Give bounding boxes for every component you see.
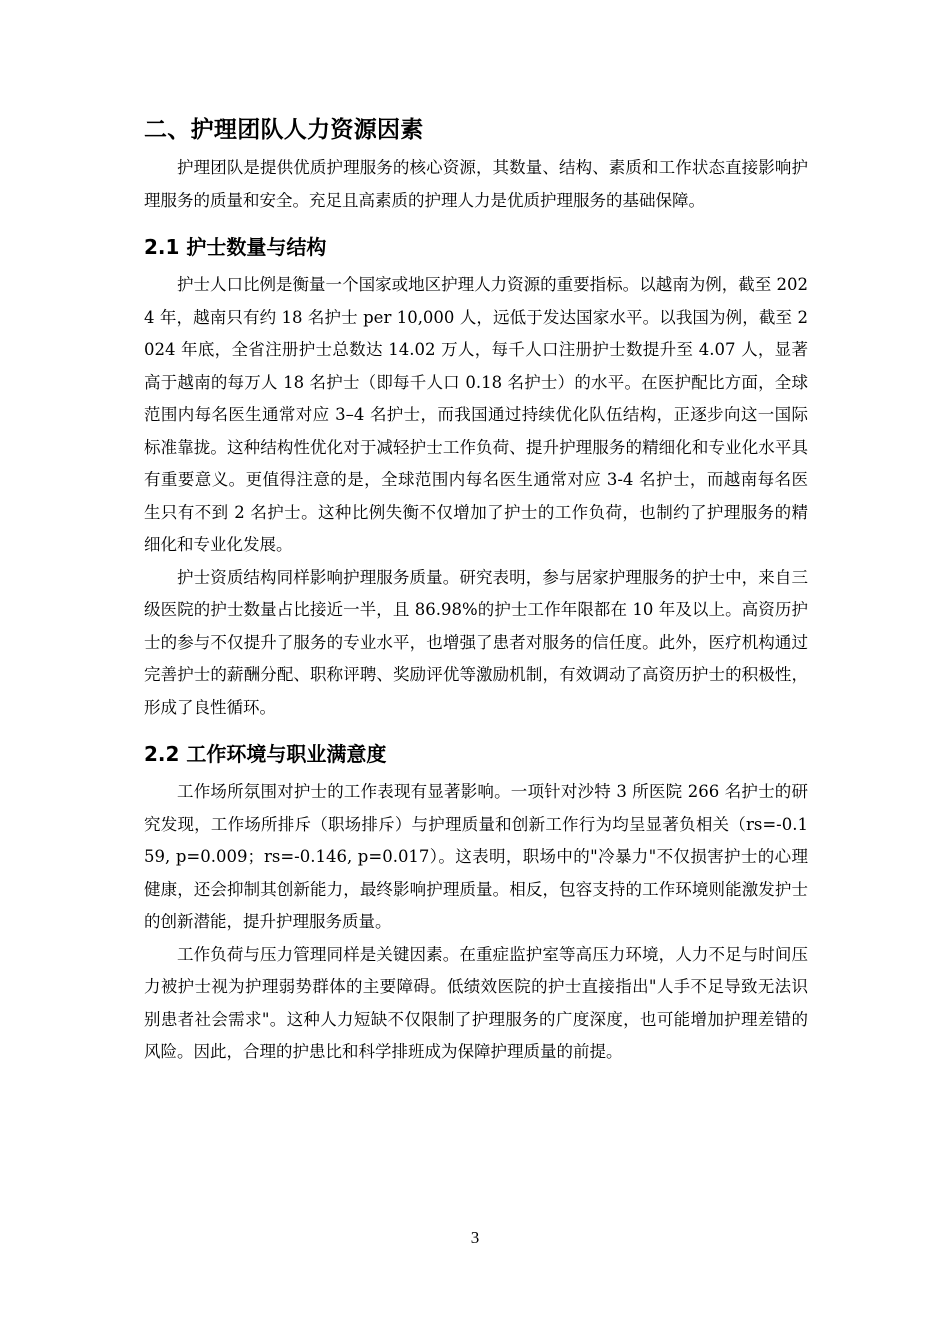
paragraph-2-2-a: 工作场所氛围对护士的工作表现有显著影响。一项针对沙特 3 所医院 266 名护士的研究发现，工作场所排斥（职场排斥）与护理质量和创新工作行为均呈显著负相关（rs=-0.159, p=0.009；rs=-0.146, p=0.017）。这表明，职场中的"冷暴力"不仅损害护士的心理健康，还会抑制其创新能力，最终影响护理质量。相反，包容支持的工作环境则能激发护士的创新潜能，提升护理服务质量。 xyxy=(144,782,808,931)
page-content xyxy=(144,112,808,1069)
subsection-title-2-1: 2.1 护士数量与结构 xyxy=(144,235,327,259)
section-intro-paragraph: 护理团队是提供优质护理服务的核心资源，其数量、结构、素质和工作状态直接影响护理服务的质量和安全。充足且高素质的护理人力是优质护理服务的基础保障。 xyxy=(144,158,808,210)
paragraph-2-1-b: 护士资质结构同样影响护理服务质量。研究表明，参与居家护理服务的护士中，来自三级医院的护士数量占比接近一半，且 86.98%的护士工作年限都在 10 年及以上。高资历护士的参与不仅提升了服务的专业水平，也增强了患者对服务的信任度。此外，医疗机构通过完善护士的薪酬分配、职称评聘、奖励评优等激励机制，有效调动了高资历护士的积极性，形成了良性循环。 xyxy=(144,567,808,717)
section-title: 二、护理团队人力资源因素 xyxy=(144,117,424,143)
subsection-title-2-2: 2.2 工作环境与职业满意度 xyxy=(144,742,387,766)
page-number: 3 xyxy=(470,1228,480,1247)
paragraph-2-1-a: 护士人口比例是衡量一个国家或地区护理人力资源的重要指标。以越南为例，截至 2024 年，越南只有约 18 名护士 per 10,000 人，远低于发达国家水平。以我国为例，截至 2024 年底，全省注册护士总数达 14.02 万人，每千人口注册护士数提升至 4.07 人，显著高于越南的每万人 18 名护士（即每千人口 0.18 名护士）的水平。在医护配比方面，全球范围内每名医生通常对应 3–4 名护士，而我国通过持续优化队伍结构，正逐步向这一国际标准靠拢。这种结构性优化对于减轻护士工作负荷、提升护理服务的精细化和专业化水平具有重要意义。更值得注意的是，全球范围内每名医生通常对应 3-4 名护士，而越南每名医生只有不到 2 名护士。这种比例失衡不仅增加了护士的工作负荷，也制约了护理服务的精细化和专业化发展。 xyxy=(144,275,808,554)
paragraph-2-2-b: 工作负荷与压力管理同样是关键因素。在重症监护室等高压力环境，人力不足与时间压力被护士视为护理弱势群体的主要障碍。低绩效医院的护士直接指出"人手不足导致无法识别患者社会需求"。这种人力短缺不仅限制了护理服务的广度深度，也可能增加护理差错的风险。因此，合理的护患比和科学排班成为保障护理质量的前提。 xyxy=(144,944,808,1061)
